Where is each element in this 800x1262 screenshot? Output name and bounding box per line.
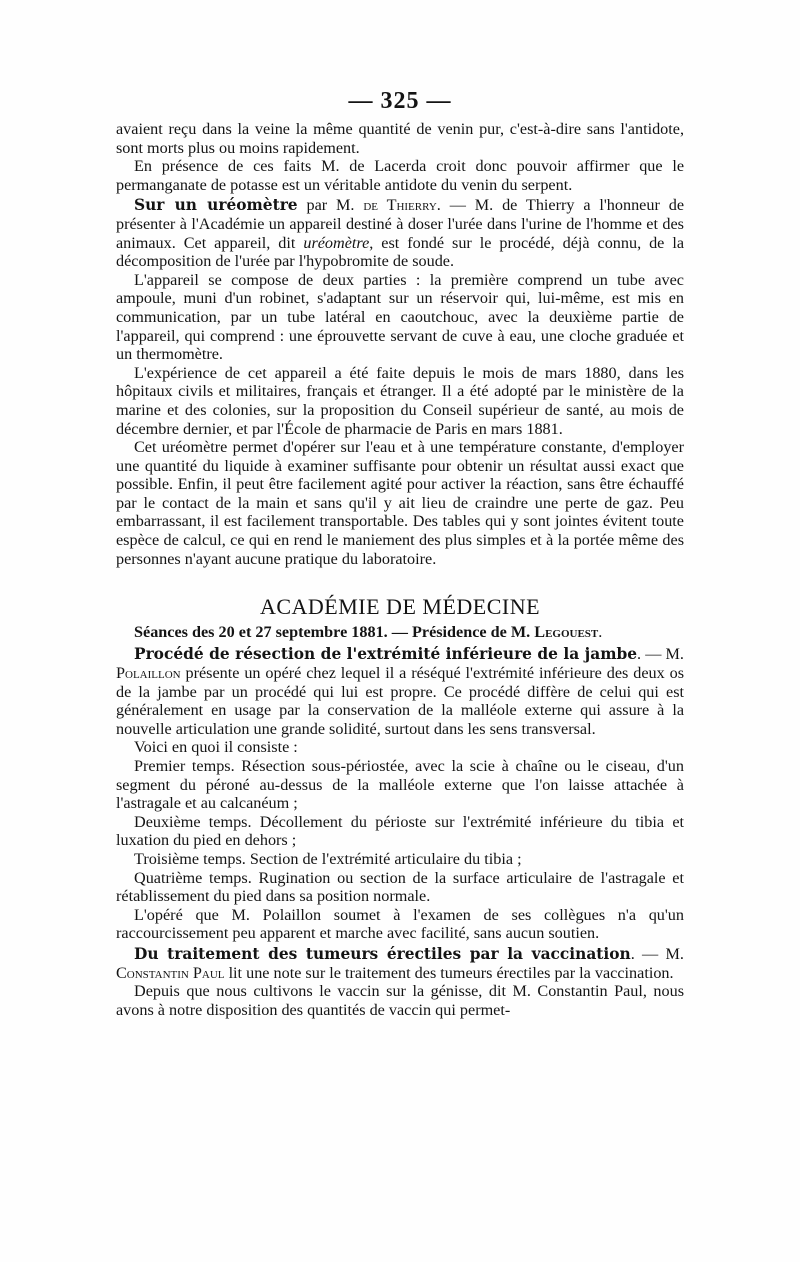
section-urometre <box>116 196 684 270</box>
author-name: Constantin Paul <box>116 963 225 982</box>
inline-text: . — M. <box>630 944 684 963</box>
inline-text: présente un opéré chez lequel il a réséqué l'extrémité inférieure des deux os de la jambe par un procédé qui lui est propre. Ce procédé diffère de celui qui est généralement en usage par la conservation de la malléole externe qui assure à la nouvelle articulation une grande solidité, surtout dans les sens transversal. <box>116 664 684 738</box>
inline-text: , est fondé sur le procédé, déjà connu, de la décomposition de l'urée par l'hypobromite de soude. <box>116 233 685 271</box>
paragraph: Deuxième temps. Décollement du périoste sur l'extrémité inférieure du tibia et luxation du pied en dehors ; <box>116 812 684 850</box>
section-heading: Sur un uréomètre <box>134 196 298 215</box>
session-line <box>116 623 684 642</box>
president-name: Legouest <box>534 622 599 641</box>
section-vaccination <box>116 945 684 982</box>
text-column <box>116 120 684 1019</box>
paragraph: L'appareil se compose de deux parties : la première comprend un tube avec ampoule, muni d'un robinet, s'adaptant sur un réservoir qui, lui-même, est mis en communication, par un tube latéral en caoutchouc, avec la deuxième partie de l'appareil, qui comprend : une éprouvette servant de cuve à eau, une cloche graduée et un thermomètre. <box>116 270 684 364</box>
paragraph: Cet uréomètre permet d'opérer sur l'eau et à une température constante, d'employer une quantité du liquide à examiner suffisante pour obtenir un résultat aussi exact que possible. Enfin, il peut être facilement agité pour activer la réaction, sans être échauffé par le contact de la main et sans qu'il y ait lieu de craindre une perte de gaz. Peu embarrassant, il est facilement transportable. Des tables qui y sont jointes évitent toute espèce de calcul, ce qui en rend le maniement des plus simples et à la portée même des personnes n'ayant aucune pratique du laboratoire. <box>116 438 684 568</box>
inline-text: . — M. <box>637 645 684 664</box>
inline-text: lit une note sur le traitement des tumeurs érectiles par la vaccination. <box>224 963 674 982</box>
paragraph: L'opéré que M. Polaillon soumet à l'examen de ses collègues n'a qu'un raccourcissement peu apparent et marche avec facilité, sans aucun soutien. <box>116 905 684 943</box>
inline-text: Séances des 20 et 27 septembre 1881. — Présidence de M. <box>134 622 535 641</box>
author-name: Polaillon <box>116 664 181 683</box>
italic-term: uréomètre <box>303 233 370 252</box>
paragraph: Quatrième temps. Rugination ou section de la surface articulaire de l'astragale et rétablissement du pied dans sa position normale. <box>116 868 684 906</box>
author-name: de Thierry <box>363 196 437 215</box>
section-heading: Du traitement des tumeurs érectiles par la vaccination <box>134 944 631 963</box>
section-resection <box>116 645 684 738</box>
academy-heading: ACADÉMIE DE MÉDECINE <box>259 594 541 620</box>
section-heading: Procédé de résection de l'extrémité inférieure de la jambe <box>134 645 638 664</box>
page-number: — 325 — <box>348 88 452 114</box>
paragraph: L'expérience de cet appareil a été faite depuis le mois de mars 1880, dans les hôpitaux civils et militaires, français et étranger. Il a été adopté par le ministère de la marine et des colonies, sur la proposition du Conseil supérieur de santé, au mois de décembre dernier, et par l'École de pharmacie de Paris en mars 1881. <box>116 363 684 438</box>
inline-text: par M. <box>297 196 364 215</box>
paragraph: Premier temps. Résection sous-périostée, avec la scie à chaîne ou le ciseau, d'un segment du péroné au-dessus de la malléole externe que l'on laisse attachée à l'astragale et au calcanéum ; <box>116 757 684 813</box>
paragraph: En présence de ces faits M. de Lacerda croit donc pouvoir affirmer que le permanganate de potasse est un véritable antidote du venin du serpent. <box>116 157 684 194</box>
inline-text: . — M. de Thierry a l'honneur de présenter à l'Académie un appareil destiné à doser l'urée dans l'urine de l'homme et des animaux. Cet appareil, dit <box>116 196 685 252</box>
paragraph: Troisième temps. Section de l'extrémité articulaire du tibia ; <box>134 849 522 868</box>
paragraph: Voici en quoi il consiste : <box>134 738 298 757</box>
paragraph: avaient reçu dans la veine la même quantité de venin pur, c'est-à-dire sans l'antidote, sont morts plus ou moins rapidement. <box>116 120 684 157</box>
inline-text: . <box>598 622 603 641</box>
paragraph: Depuis que nous cultivons le vaccin sur la génisse, dit M. Constantin Paul, nous avons à notre disposition des quantités de vaccin qui permet- <box>116 982 684 1019</box>
